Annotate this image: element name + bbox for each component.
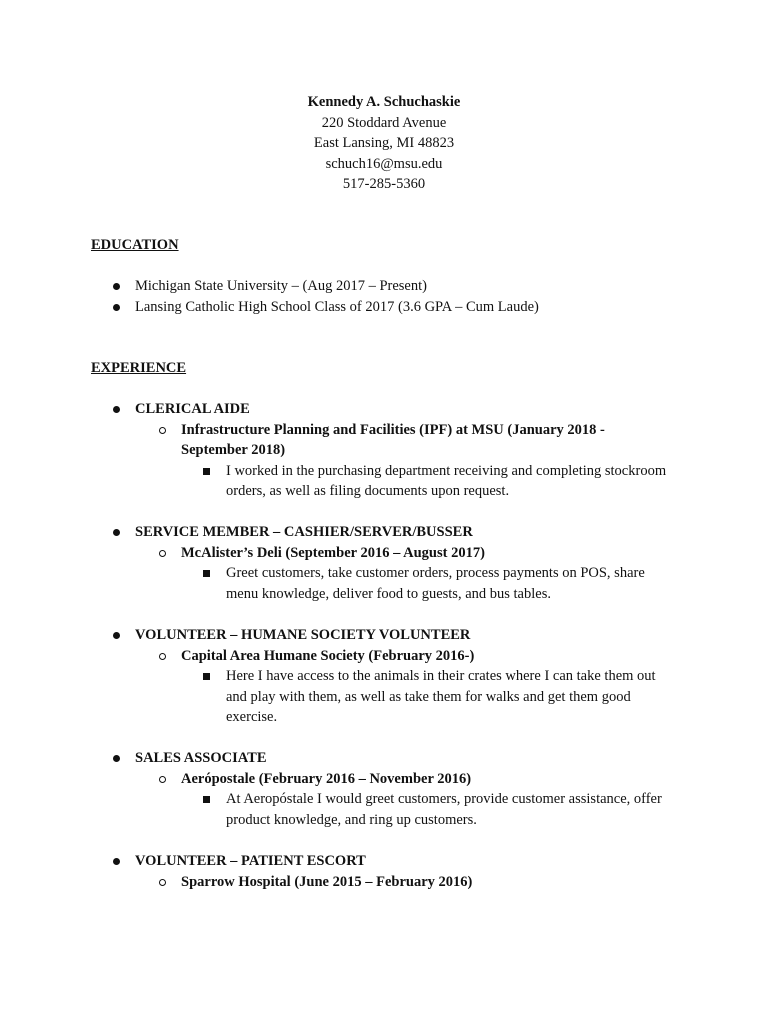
email-address: schuch16@msu.edu (325, 155, 443, 172)
bullet-icon (113, 304, 120, 311)
education-list (0, 276, 768, 317)
hollow-circle-bullet-icon (159, 776, 166, 783)
hollow-circle-bullet-icon (159, 879, 166, 886)
phone-number: 517-285-5360 (342, 176, 426, 193)
job-entry (0, 522, 768, 604)
square-bullet-icon (203, 570, 210, 577)
job-employer: Aerópostale (February 2016 – November 2016) (0, 769, 768, 790)
city-state-zip: East Lansing, MI 48823 (313, 135, 455, 152)
job-employer: Capital Area Humane Society (February 2016-) (0, 646, 768, 667)
education-entry: Lansing Catholic High School Class of 2017 (3.6 GPA – Cum Laude) (135, 298, 539, 315)
job-employer: McAlister’s Deli (September 2016 – August 2017) (0, 543, 768, 564)
job-entry (0, 625, 768, 728)
education-heading: EDUCATION (91, 237, 179, 253)
list-item (0, 276, 768, 297)
job-title: VOLUNTEER – HUMANE SOCIETY VOLUNTEER (0, 625, 768, 646)
job-duty: At Aeropóstale I would greet customers, provide customer assistance, offer product knowledge, and ring up customers. (0, 789, 768, 830)
hollow-circle-bullet-icon (159, 427, 166, 434)
job-title: SERVICE MEMBER – CASHIER/SERVER/BUSSER (0, 522, 768, 543)
bullet-icon (113, 632, 120, 639)
job-title: CLERICAL AIDE (0, 399, 768, 420)
bullet-icon (113, 406, 120, 413)
job-duty: Here I have access to the animals in their crates where I can take them out and play with them, as well as take them for walks and get them good exercise. (0, 666, 768, 728)
job-duty: Greet customers, take customer orders, process payments on POS, share menu knowledge, deliver food to guests, and bus tables. (0, 563, 768, 604)
education-entry: Michigan State University – (Aug 2017 – Present) (135, 278, 427, 294)
job-employer: Sparrow Hospital (June 2015 – February 2016) (0, 872, 768, 893)
job-entry (0, 399, 768, 502)
square-bullet-icon (203, 673, 210, 680)
bullet-icon (113, 858, 120, 865)
job-title: SALES ASSOCIATE (0, 748, 768, 769)
experience-heading: EXPERIENCE (91, 360, 187, 376)
hollow-circle-bullet-icon (159, 550, 166, 557)
list-item (0, 297, 768, 318)
hollow-circle-bullet-icon (159, 653, 166, 660)
square-bullet-icon (203, 468, 210, 475)
job-duty: I worked in the purchasing department receiving and completing stockroom orders, as well as filing documents upon request. (0, 461, 768, 502)
square-bullet-icon (203, 796, 210, 803)
street-address: 220 Stoddard Avenue (321, 114, 447, 131)
bullet-icon (113, 283, 120, 290)
applicant-name: Kennedy A. Schuchaskie (307, 94, 461, 110)
bullet-icon (113, 529, 120, 536)
job-entry (0, 851, 768, 892)
contact-header (0, 92, 768, 195)
bullet-icon (113, 755, 120, 762)
job-employer: Infrastructure Planning and Facilities (IPF) at MSU (January 2018 - September 2018) (0, 420, 768, 461)
job-entry (0, 748, 768, 830)
job-title: VOLUNTEER – PATIENT ESCORT (0, 851, 768, 872)
